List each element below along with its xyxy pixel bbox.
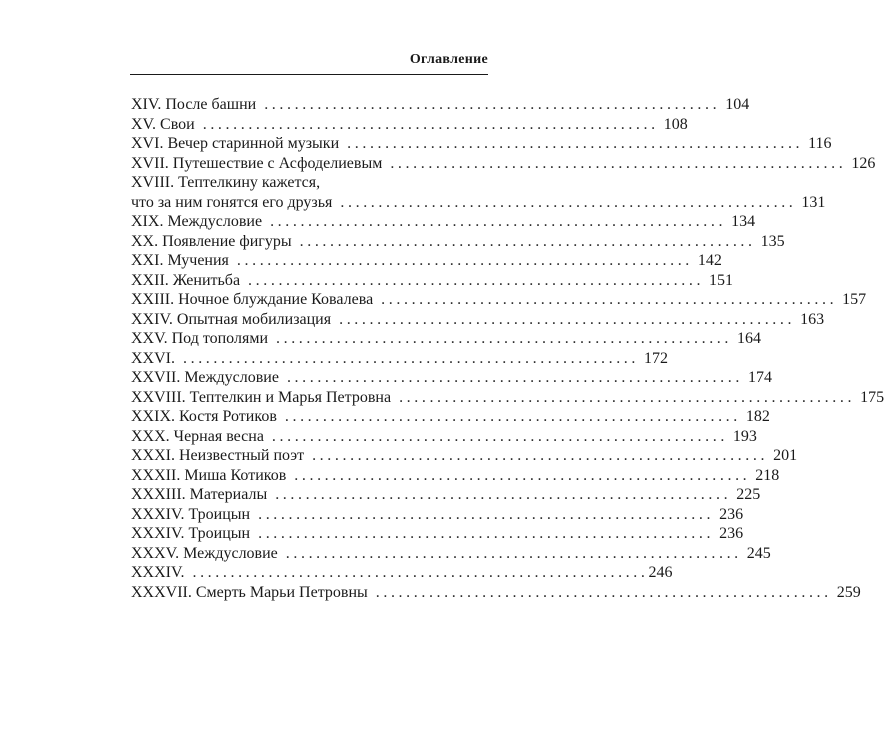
- toc-entry: [131, 154, 876, 174]
- toc-entry: [131, 466, 780, 486]
- toc-entry-line: [131, 349, 668, 369]
- dot-leader: ............................................................: [340, 193, 797, 211]
- toc-entry-line: [131, 427, 757, 447]
- toc-entry-title: XXXIV.: [131, 564, 185, 581]
- toc-entry: [131, 271, 734, 291]
- toc-entry-title: XIX. Междусловие: [131, 213, 263, 230]
- toc-entry-line: [131, 310, 825, 330]
- toc-entry: [131, 524, 744, 544]
- dot-leader: ............................................................: [299, 232, 756, 250]
- table-of-contents: [131, 95, 884, 602]
- toc-entry-line: [131, 232, 785, 252]
- toc-entry-page-number: 259: [836, 583, 861, 601]
- dot-leader: ............................................................: [286, 369, 743, 386]
- toc-entry-page-number: 163: [800, 310, 825, 328]
- dot-leader: ............................................................: [390, 154, 847, 172]
- toc-entry-line: [131, 407, 770, 427]
- toc-entry-page-number: 134: [731, 213, 756, 230]
- toc-entry-title: XV. Свои: [131, 115, 195, 133]
- toc-entry: [131, 212, 756, 232]
- toc-entry-page-number: 174: [747, 369, 772, 386]
- toc-entry: [131, 251, 722, 271]
- toc-entry-title: XXIII. Ночное блуждание Ковалева: [131, 291, 374, 308]
- toc-entry: [131, 173, 826, 212]
- dot-leader: ............................................................: [258, 525, 715, 542]
- toc-entry-page-number: 104: [725, 96, 750, 113]
- dot-leader: ............................................................: [264, 96, 721, 113]
- toc-entry-title: XXIV. Опытная мобилизация: [131, 310, 332, 328]
- header-rule: [130, 74, 488, 75]
- toc-entry: [131, 329, 761, 349]
- toc-entry: [131, 407, 770, 427]
- toc-entry-title: XVII. Путешествие с Асфоделиевым: [131, 154, 383, 172]
- dot-leader: ............................................................: [276, 330, 732, 347]
- toc-entry: [131, 485, 761, 505]
- toc-entry-page-number: 225: [736, 486, 761, 503]
- toc-entry-page-number: 135: [760, 232, 785, 250]
- toc-entry: [131, 583, 861, 603]
- toc-entry: [131, 368, 772, 388]
- toc-entry: [131, 427, 757, 447]
- toc-entry-page-number: 126: [851, 154, 876, 172]
- toc-entry-title: XXXII. Миша Котиков: [131, 466, 287, 484]
- toc-entry-line: [131, 95, 750, 115]
- toc-entry-line: [131, 271, 734, 291]
- toc-entry-line: [131, 329, 761, 349]
- toc-entry-title: XXI. Мучения: [131, 252, 229, 269]
- toc-entry-page-number: 108: [663, 115, 688, 133]
- toc-entry-title: XXXI. Неизвестный поэт: [131, 447, 305, 464]
- toc-entry-page-number: 151: [709, 271, 734, 289]
- toc-entry-page-number: 193: [732, 427, 757, 445]
- toc-entry-line: [131, 290, 867, 310]
- toc-entry-line: [131, 193, 826, 213]
- toc-entry-title: XXXV. Междусловие: [131, 544, 278, 562]
- dot-leader: ............................................................: [285, 544, 742, 562]
- dot-leader: ............................................................: [347, 135, 804, 152]
- toc-entry: [131, 544, 771, 564]
- dot-leader: ............................................................: [294, 466, 751, 484]
- toc-entry: [131, 134, 832, 154]
- toc-entry-line: [131, 115, 688, 135]
- toc-entry-page-number: 236: [719, 525, 744, 542]
- toc-entry-line: [131, 563, 673, 583]
- toc-entry-page-number: 116: [808, 135, 832, 152]
- toc-entry-title: XXVIII. Тептелкин и Марья Петровна: [131, 388, 392, 406]
- toc-entry-page-number: 236: [719, 505, 744, 523]
- toc-entry-line: [131, 446, 798, 466]
- toc-entry-title-line: [131, 173, 483, 193]
- toc-entry: [131, 505, 744, 525]
- dot-leader: ............................................................: [192, 564, 649, 581]
- dot-leader: ............................................................: [312, 447, 769, 464]
- toc-entry: [131, 290, 867, 310]
- toc-entry: [131, 95, 750, 115]
- dot-leader: ............................................................: [275, 486, 732, 503]
- toc-entry-page-number: 164: [737, 330, 761, 347]
- toc-entry-line: [131, 485, 761, 505]
- toc-entry-page-number: 218: [755, 466, 780, 484]
- toc-entry-line: [131, 134, 832, 154]
- toc-entry-line: [131, 524, 744, 544]
- toc-entry: [131, 563, 673, 583]
- toc-entry-page-number: 175: [860, 388, 884, 406]
- toc-entry: [131, 115, 688, 135]
- toc-entry-page-number: 172: [644, 349, 668, 367]
- toc-entry: [131, 310, 825, 330]
- toc-entry: [131, 232, 785, 252]
- toc-entry-line: [131, 154, 876, 174]
- toc-entry-title: XVI. Вечер старинной музыки: [131, 135, 340, 152]
- toc-entry-title: XXX. Черная весна: [131, 427, 264, 445]
- toc-entry-line: [131, 388, 884, 408]
- dot-leader: ............................................................: [183, 349, 639, 367]
- toc-entry-line: [131, 583, 861, 603]
- toc-entry-title: XXIX. Костя Ротиков: [131, 408, 277, 425]
- toc-entry-title-continuation: что за ним гонятся его друзья: [131, 193, 333, 211]
- toc-entry-title: XXVII. Междусловие: [131, 369, 279, 386]
- toc-entry: [131, 349, 668, 369]
- dot-leader: ............................................................: [399, 388, 856, 406]
- toc-entry-page-number: 246: [648, 564, 673, 581]
- toc-entry-title: XIV. После башни: [131, 96, 257, 113]
- toc-entry: [131, 446, 798, 466]
- dot-leader: ............................................................: [271, 427, 728, 445]
- dot-leader: ............................................................: [202, 115, 659, 133]
- dot-leader: ............................................................: [248, 271, 705, 289]
- dot-leader: ............................................................: [270, 213, 727, 230]
- toc-entry-line: [131, 544, 771, 564]
- toc-entry-page-number: 182: [745, 408, 770, 425]
- toc-entry-title: XXV. Под тополями: [131, 330, 268, 347]
- toc-entry-title: XXXIV. Троицын: [131, 505, 251, 523]
- toc-entry-line: [131, 466, 780, 486]
- toc-entry-title: XX. Появление фигуры: [131, 232, 292, 250]
- toc-entry-page-number: 142: [697, 252, 722, 269]
- dot-leader: ............................................................: [284, 408, 741, 425]
- dot-leader: ............................................................: [381, 291, 838, 308]
- dot-leader: ............................................................: [375, 583, 832, 601]
- toc-entry-title: XXVI.: [131, 349, 175, 367]
- toc-entry-page-number: 157: [842, 291, 867, 308]
- toc-entry-title: XVIII. Тептелкину кажется,: [131, 174, 321, 191]
- running-header: Оглавление: [409, 52, 488, 67]
- dot-leader: ............................................................: [339, 310, 796, 328]
- toc-entry-page-number: 245: [746, 544, 771, 562]
- dot-leader: ............................................................: [236, 252, 693, 269]
- toc-entry-line: [131, 212, 756, 232]
- toc-entry-line: [131, 368, 772, 388]
- toc-entry-title: XXXIV. Троицын: [131, 525, 251, 542]
- toc-entry-title: XXII. Женитьба: [131, 271, 241, 289]
- toc-entry-title: XXXIII. Материалы: [131, 486, 268, 503]
- toc-entry-line: [131, 505, 744, 525]
- dot-leader: ............................................................: [258, 505, 715, 523]
- toc-entry-line: [131, 251, 722, 271]
- toc-entry-title: XXXVII. Смерть Марьи Петровны: [131, 583, 368, 601]
- toc-entry: [131, 388, 884, 408]
- toc-entry-page-number: 201: [773, 447, 798, 464]
- toc-entry-page-number: 131: [801, 193, 826, 211]
